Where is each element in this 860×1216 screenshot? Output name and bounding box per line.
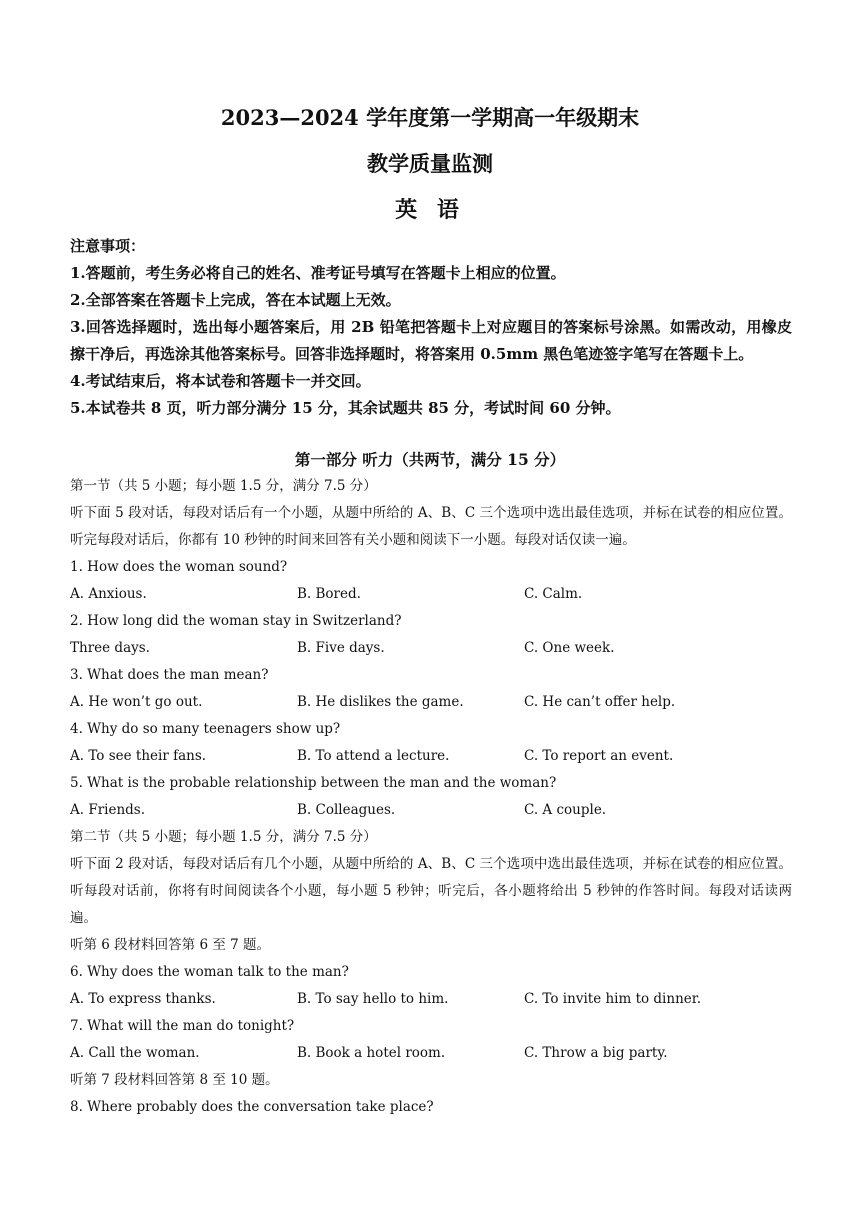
option-b: B. To attend a lecture. [297, 748, 450, 764]
option-c: C. To invite him to dinner. [524, 991, 702, 1007]
options-row [70, 1040, 792, 1067]
part1-title: 第一部分 听力（共两节，满分 15 分） [294, 450, 566, 469]
option-b: B. Five days. [297, 640, 385, 656]
question-text: 7. What will the man do tonight? [70, 1018, 295, 1034]
options-row [70, 689, 792, 716]
material-6-note: 听第 6 段材料回答第 6 至 7 题。 [70, 937, 271, 953]
options-row [70, 635, 792, 662]
question-text: 8. Where probably does the conversation take place? [70, 1099, 434, 1115]
option-b: B. Colleagues. [297, 802, 396, 818]
listening-section [70, 473, 792, 1121]
options-row [70, 797, 792, 824]
exam-title: 2023—2024 学年度第一学期高一年级期末 [220, 105, 640, 130]
section1-heading: 第一节（共 5 小题；每小题 1.5 分，满分 7.5 分） [70, 478, 377, 494]
question-text: 1. How does the woman sound? [70, 559, 288, 575]
notes-heading: 注意事项： [70, 237, 146, 255]
question-text: 4. Why do so many teenagers show up? [70, 721, 341, 737]
option-a: Three days. [70, 640, 150, 656]
option-c: C. Throw a big party. [524, 1045, 668, 1061]
question-text: 5. What is the probable relationship between the man and the woman? [70, 775, 557, 791]
options-row [70, 581, 792, 608]
option-a: A. Call the woman. [70, 1045, 200, 1061]
section2-instructions: 听下面 2 段对话，每段对话后有几个小题，从题中所给的 A、B、C 三个选项中选出最佳选项，并标在试卷的相应位置。听每段对话前，你将有时间阅读各个小题，每小题 5 秒钟；听完后，各小题将给出 5 秒钟的作答时间。每段对话读两遍。 [70, 856, 792, 926]
question-text: 3. What does the man mean? [70, 667, 269, 683]
option-c: C. Calm. [524, 586, 583, 602]
option-a: A. To see their fans. [70, 748, 207, 764]
subject-title: 英 语 [395, 197, 465, 223]
option-b: B. Book a hotel room. [297, 1045, 446, 1061]
option-a: A. Anxious. [70, 586, 147, 602]
notes-section [70, 233, 792, 422]
note-item: 3.回答选择题时，选出每小题答案后，用 2B 铅笔把答题卡上对应题目的答案标号涂黑。如需改动，用橡皮擦干净后，再选涂其他答案标号。回答非选择题时，将答案用 0.5mm 黑色笔迹签字笔写在答题卡上。 [70, 318, 792, 363]
question-text: 6. Why does the woman talk to the man? [70, 964, 349, 980]
note-item: 4.考试结束后，将本试卷和答题卡一并交回。 [70, 372, 371, 390]
option-a: A. He won’t go out. [70, 694, 203, 710]
section2-heading: 第二节（共 5 小题；每小题 1.5 分，满分 7.5 分） [70, 829, 377, 845]
note-item: 1.答题前，考生务必将自己的姓名、准考证号填写在答题卡上相应的位置。 [70, 264, 566, 282]
option-b: B. He dislikes the game. [297, 694, 464, 710]
option-c: C. To report an event. [524, 748, 674, 764]
question-text: 2. How long did the woman stay in Switzerland? [70, 613, 402, 629]
section1-instructions: 听下面 5 段对话，每段对话后有一个小题，从题中所给的 A、B、C 三个选项中选出最佳选项，并标在试卷的相应位置。听完每段对话后，你都有 10 秒钟的时间来回答有关小题和阅读下一小题。每段对话仅读一遍。 [70, 505, 792, 548]
options-row [70, 743, 792, 770]
option-c: C. One week. [524, 640, 615, 656]
exam-subtitle: 教学质量监测 [367, 151, 493, 176]
option-c: C. A couple. [524, 802, 607, 818]
note-item: 5.本试卷共 8 页，听力部分满分 15 分，其余试题共 85 分，考试时间 60 分钟。 [70, 399, 621, 417]
option-b: B. Bored. [297, 586, 361, 602]
option-a: A. To express thanks. [70, 991, 216, 1007]
note-item: 2.全部答案在答题卡上完成，答在本试题上无效。 [70, 291, 401, 309]
option-b: B. To say hello to him. [297, 991, 449, 1007]
material-7-note: 听第 7 段材料回答第 8 至 10 题。 [70, 1072, 279, 1088]
option-c: C. He can’t offer help. [524, 694, 676, 710]
option-a: A. Friends. [70, 802, 146, 818]
options-row [70, 986, 792, 1013]
